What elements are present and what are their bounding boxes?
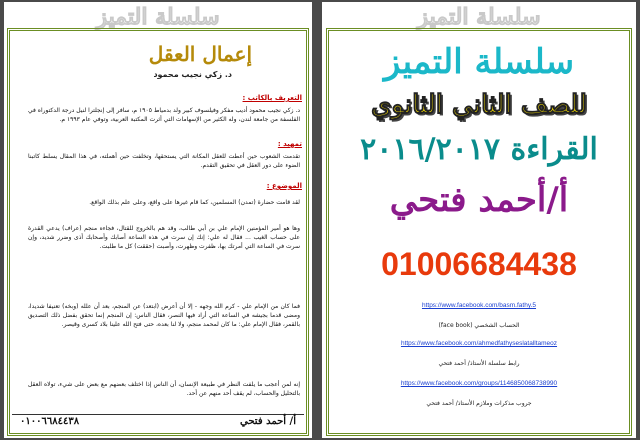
heading-topic: الموضوع : (266, 182, 302, 190)
heading-author: التعريف بالكاتب : (242, 94, 302, 102)
caption-page: رابط سلسلة الأستاذ/ أحمد فتحي (438, 360, 520, 367)
caption-profile: الحساب الشخصي (face book) (438, 322, 520, 329)
left-page (4, 2, 312, 438)
facebook-group-link[interactable]: https://www.facebook.com/groups/1146850068738990 (400, 380, 558, 387)
right-page (322, 2, 636, 438)
grade-title: للصف الثاني الثانوي (371, 90, 587, 120)
paragraph-topic-1: لقد قامت حضارة (تمدن) المسلمين، كما قام غيرها على واقع، وعلى علم بذلك الواقع. (89, 199, 300, 206)
subject-year: القراءة ٢٠١٦/٢٠١٧ (360, 132, 598, 167)
teacher-name: أ/أحمد فتحي (389, 180, 569, 220)
paragraph-intro: تقدمت الشعوب حين أعطت للعقل المكانة التي يستحقها، وتخلفت حين أهملته، في هذا المقال يسلط كاتبنا الضوء على دور العقل في تحقيق التقدم. (28, 153, 300, 169)
article-title: إعمال العقل (148, 42, 252, 66)
series-watermark: سلسلة التميز (417, 4, 541, 30)
footer-phone: ٠١٠٠٦٦٨٤٤٣٨ (20, 416, 80, 427)
facebook-profile-link[interactable]: https://www.facebook.com/basm.fathy.5 (421, 302, 537, 309)
paragraph-topic-3: فما كان من الإمام علي - كرم الله وجهه - إلا أن أعرض (ابتعد) عن المنجم، بعد أن علله (وبخه) تعنيفا شديدا، ومضى قدما بجيشه في الساعة التي أراد فيها النصر، فقال الناس: إن المنجم إنما تحقق بفضل ذلك التصديق بالقمر، فقال الإمام علي: ما كان لمحمد منجم، ولا لنا بعده، حتى فتح الله علينا بلاد كسرى وقيصر. (28, 303, 300, 328)
series-watermark: سلسلة التميز (96, 4, 220, 30)
paragraph-topic-4: إنه لمن أعجب ما يلفت النظر في طبيعة الإنسان، أن الناس إذا اختلف بعضهم مع بعض على شيء، تولاه العقل بالتحليل والحساب، لم يقف أحد منهم عن أحد. (28, 381, 300, 397)
page-footer (12, 414, 304, 429)
series-title: سلسلة التميز (383, 42, 575, 82)
caption-group: جروب مذكرات وملازم الأستاذ/ أحمد فتحي (426, 400, 532, 407)
phone-number: 01006684438 (381, 246, 577, 282)
paragraph-author: د. زكي نجيب محمود أديب مفكر وفيلسوف كبير ولد بدمياط ١٩٠٥ م، سافر إلى إنجلترا لنيل درجة الدكتوراه في الفلسفة من جامعة لندن، وله الكثير من الإسهامات التي أثرت المكتبة العربية، وتوفي عام ١٩٩٣ م. (28, 107, 300, 123)
paragraph-topic-2: وها هو أمير المؤمنين الإمام علي بن أبي طالب، وقد هم بالخروج للقتال، فجاءه منجم (عراف) يدعي القدرة على حساب الغيب ... فقال له علي: إنك إن سرت في هذه الساعة أصابك وأصحابك أذى وضرر شديد، وإن سرت في الساعة التي أمرتك بها، ظفرت وظهرت، وأصبت (حققت) كل ما طلبت. (28, 225, 300, 250)
facebook-page-link[interactable]: https://www.facebook.com/ahmedfathyseslatalltameoz (400, 340, 558, 347)
heading-intro: تمهيد : (277, 140, 302, 148)
article-author: د. زكي نجيب محمود (153, 70, 232, 79)
footer-teacher: أ/ أحمد فتحي (240, 416, 296, 427)
